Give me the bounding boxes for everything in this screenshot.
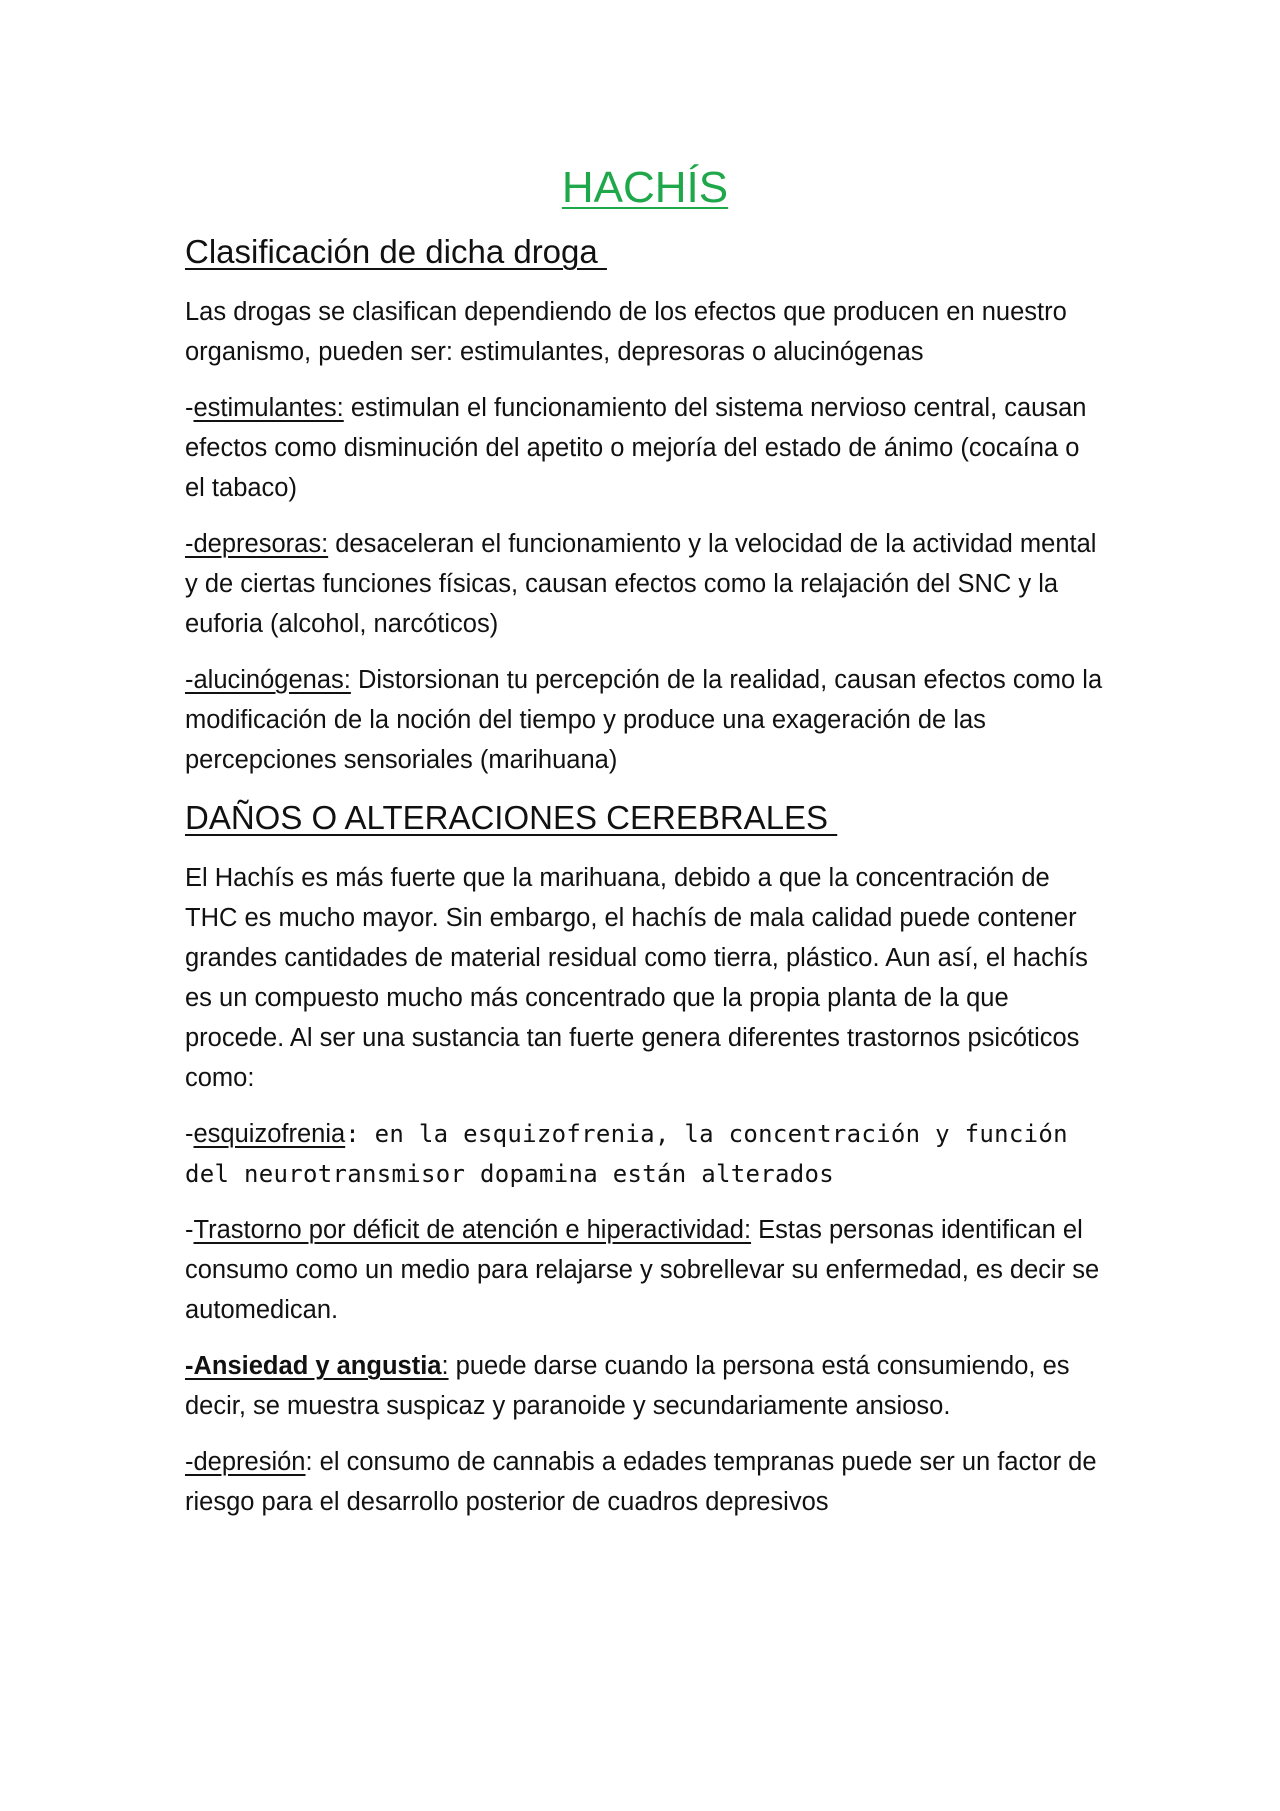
document-title: HACHÍS	[561, 163, 729, 212]
document-page	[185, 160, 1105, 1538]
term-depresion: -depresión	[185, 1448, 306, 1476]
item-text: puede darse cuando la persona está consumiendo, es decir, se muestra suspicaz y paranoide y secundariamente ansioso.	[185, 1352, 1070, 1420]
paragraph-alucinogenas	[185, 660, 1105, 780]
paragraph-tdah	[185, 1210, 1105, 1330]
item-text: Distorsionan tu percepción de la realidad, causan efectos como la modificación de la noción del tiempo y produce una exageración de las percepciones sensoriales (marihuana)	[185, 666, 1103, 774]
paragraph-esquizofrenia	[185, 1114, 1105, 1194]
paragraph-intro-clasificacion: Las drogas se clasifican dependiendo de los efectos que producen en nuestro organismo, pueden ser: estimulantes, depresoras o alucinógenas	[185, 298, 1067, 366]
paragraph-ansiedad	[185, 1346, 1105, 1426]
intro-hachis-word: El Hachís	[185, 864, 295, 892]
paragraph-depresoras	[185, 524, 1105, 644]
section-heading-danos: DAÑOS O ALTERACIONES CEREBRALES	[185, 799, 838, 836]
paragraph-depresion	[185, 1442, 1105, 1522]
intro-hachis-rest: es más fuerte que la marihuana, debido a que la concentración de THC es mucho mayor. Sin embargo, el hachís de mala calidad puede contener grandes cantidades de material residual como tierra, plástico. Aun así, el hachís es un compuesto mucho más concentrado que la propia planta de la que procede. Al ser una sustancia tan fuerte genera diferentes trastornos psicóticos como:	[185, 864, 1088, 1092]
item-prefix: -	[185, 394, 194, 422]
item-prefix: -	[185, 1216, 194, 1244]
paragraph-intro-hachis	[185, 858, 1105, 1098]
term-depresoras: -depresoras:	[185, 530, 329, 558]
term-tdah: Trastorno por déficit de atención e hiperactividad:	[193, 1216, 752, 1244]
item-prefix: -	[185, 1120, 194, 1148]
item-text: Estas personas identifican el consumo como un medio para relajarse y sobrellevar su enfermedad, es decir se automedican.	[185, 1216, 1100, 1324]
term-estimulantes: estimulantes:	[193, 394, 344, 422]
item-text: estimulan el funcionamiento del sistema nervioso central, causan efectos como disminución del apetito o mejoría del estado de ánimo (cocaína o el tabaco)	[185, 394, 1087, 502]
term-esquizofrenia: esquizofrenia	[193, 1120, 346, 1148]
section-heading-clasificacion: Clasificación de dicha droga	[185, 233, 607, 270]
item-text: : el consumo de cannabis a edades tempranas puede ser un factor de riesgo para el desarrollo posterior de cuadros depresivos	[185, 1448, 1097, 1516]
item-text: : en la esquizofrenia, la concentración y función del neurotransmisor dopamina están alterados	[185, 1120, 1068, 1188]
item-text: desaceleran el funcionamiento y la velocidad de la actividad mental y de ciertas funciones físicas, causan efectos como la relajación del SNC y la euforia (alcohol, narcóticos)	[185, 530, 1097, 638]
term-ansiedad-colon: :	[441, 1352, 449, 1380]
term-alucinogenas: -alucinógenas:	[185, 666, 351, 694]
paragraph-estimulantes	[185, 388, 1105, 508]
term-ansiedad: -Ansiedad y angustia	[185, 1352, 442, 1380]
